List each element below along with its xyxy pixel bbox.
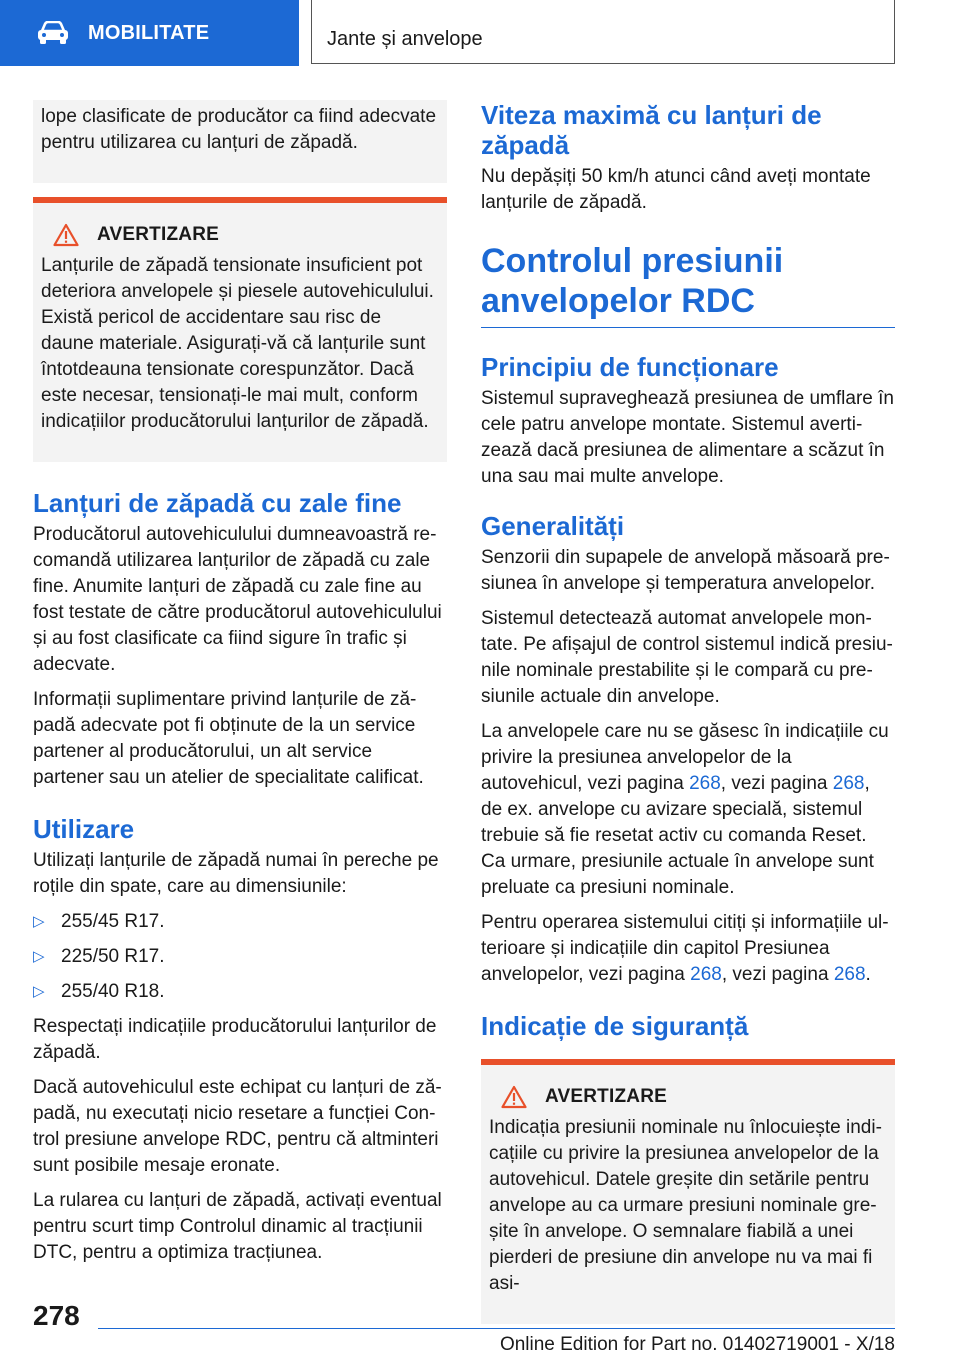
page-link[interactable]: 268 <box>832 773 865 794</box>
paragraph: Sistemul supraveghează presiunea de umflare în cele patru anvelope montate. Sistemul avertizează dacă presiunea de alimentare a scăzut în una sau mai multe anvelope. <box>481 388 894 487</box>
warning-text: Lanțurile de zăpadă tensionate insuficient pot deteriora anvelopele și piesele autovehiculului. Există pericol de accidentare sau risc de daune materiale. Asigurați-vă că lanțurile sunt întotdeauna tensionate corespunzător. Dacă este necesar, tensionați-le mai mult, conform indicațiilor producătorului lanțurilor de zăpadă. <box>41 255 434 432</box>
heading-usage: Utilizare <box>33 814 135 844</box>
paragraph: Producătorul autovehiculului dumneavoastră recomandă utilizarea lanțurilor de zăpadă cu zale fine. Anumite lanțuri de zăpadă cu zale fine au fost testate de către producătorul autovehiculului și au fost clasificate ca fiind sigure în trafic și adecvate. <box>33 524 442 675</box>
paragraph-with-links: Pentru operarea sistemului citiți și informațiile ulterioare și indicațiile din capitol Presiunea anvelopelor, vezi pagina 268, vezi pagina 268. <box>481 912 889 985</box>
list-item: ▷ 225/50 R17. <box>33 944 447 970</box>
warning-title: AVERTIZARE <box>545 1086 667 1107</box>
chapter-title: Controlul presiunii anvelopelor RDC <box>481 242 784 320</box>
paragraph: Utilizați lanțurile de zăpadă numai în pereche pe roțile din spate, care au dimensiunile: <box>33 850 439 897</box>
list-item: ▷ 255/45 R17. <box>33 909 447 935</box>
page-link[interactable]: 268 <box>690 964 722 985</box>
warning-icon <box>501 1085 527 1109</box>
paragraph: Senzorii din supapele de anvelopă măsoară presiunea în anvelope și temperatura anvelopelor. <box>481 547 890 594</box>
edition-note: Online Edition for Part no. 01402719001 - X/18 <box>499 1334 895 1355</box>
warning-icon <box>53 223 79 247</box>
breadcrumb-label: Jante și anvelope <box>327 28 483 50</box>
page-link[interactable]: 268 <box>833 964 866 985</box>
page-number: 278 <box>33 1300 80 1331</box>
heading-principle: Principiu de funcționare <box>481 352 779 382</box>
paragraph: Informații suplimentare privind lanțurile de zăpadă adecvate pot fi obținute de la un service partener al producătorului, un alt service partener sau un atelier de specialitate calificat. <box>33 689 424 788</box>
paragraph: Dacă autovehiculul este echipat cu lanțuri de zăpadă, nu executați nicio resetare a funcției Control presiune anvelope RDC, pentru că altminteri sunt posibile mesaje eronate. <box>33 1077 442 1176</box>
intro-box <box>33 100 447 183</box>
title-divider <box>481 327 895 328</box>
heading-general: Generalități <box>481 511 625 541</box>
triangle-bullet-icon: ▷ <box>33 983 45 1000</box>
triangle-bullet-icon: ▷ <box>33 913 45 930</box>
list-item: ▷ 255/40 R18. <box>33 979 447 1005</box>
heading-fine-chains: Lanțuri de zăpadă cu zale fine <box>33 488 402 518</box>
warning-box-rdc <box>481 1059 895 1324</box>
intro-text: lope clasificate de producător ca fiind adecvate pentru utilizarea cu lanțuri de zăpadă. <box>41 106 437 153</box>
footer-divider <box>98 1328 895 1329</box>
warning-title: AVERTIZARE <box>97 224 219 245</box>
paragraph-with-links: La anvelopele care nu se găsesc în indicațiile cu privire la presiunea anvelopelor de la autovehicul, vezi pagina 268, vezi pagina 268, de ex. anvelope cu avizare specială, sistemul trebuie să fie resetat activ cu comanda Reset. Ca urmare, presiunile actuale în anvelope sunt preluate ca presiuni nominale. <box>481 721 889 898</box>
paragraph: Respectați indicațiile producătorului lanțurilor de zăpadă. <box>33 1016 437 1063</box>
breadcrumb <box>311 0 895 64</box>
page-link[interactable]: 268 <box>689 773 721 794</box>
car-icon <box>36 21 70 45</box>
warning-text: Indicația presiunii nominale nu înlocuiește indicațiile cu privire la presiunea anvelopelor de la autovehicul. Datele greșite din setările pentru anvelope au ca urmare presiuni nominale greșite în anvelope. O semnalare fiabilă a unei pierderi de presiune din anvelope nu va mai fi asi- <box>489 1117 882 1294</box>
paragraph: Nu depășiți 50 km/h atunci când aveți montate lanțurile de zăpadă. <box>481 166 871 213</box>
section-tab[interactable] <box>0 0 299 66</box>
heading-safety: Indicație de siguranță <box>481 1011 749 1041</box>
left-column <box>33 100 447 1275</box>
paragraph: La rularea cu lanțuri de zăpadă, activați eventual pentru scurt timp Controlul dinamic al tracțiunii DTC, pentru a optimiza tracțiunea. <box>33 1190 442 1263</box>
paragraph: Sistemul detectează automat anvelopele montate. Pe afișajul de control sistemul indică presiunile nominale prestabilite și le compară cu presiunile actuale din anvelope. <box>481 608 893 707</box>
heading-max-speed: Viteza maximă cu lanțuri de zăpadă <box>481 100 822 160</box>
right-column <box>481 100 895 1324</box>
triangle-bullet-icon: ▷ <box>33 948 45 965</box>
section-label: MOBILITATE <box>88 21 210 44</box>
warning-box-chains <box>33 197 447 462</box>
